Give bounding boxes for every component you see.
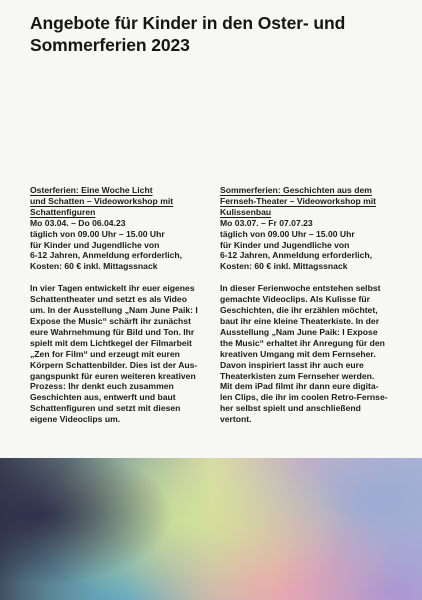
detail-line: Kosten: 60 € inkl. Mittagssnack [30,261,158,272]
body-line: kreativen Umgang mit dem Fernseher. [220,348,376,359]
body-line: Theaterkisten zum Fernseher werden. [220,370,375,381]
decorative-gradient-band [0,458,422,600]
body-line: „Zen for Film“ und erzeugt mit euren [30,348,180,359]
body-line: Mit dem iPad filmt ihr dann eure digita- [220,381,379,392]
heading-line: Osterferien: Eine Woche Licht [30,185,153,195]
body-line: gangspunkt für euren weiteren kreativen [30,370,196,381]
body-line: Geschichten, die ihr erzählen möchtet, [220,305,378,316]
body-line: eigene Videoclips um. [30,414,121,425]
heading-line: und Schatten – Videoworkshop mit [30,195,174,206]
body-line: Schattenfiguren und setzt mit diesen [30,403,181,414]
summer-description [220,283,402,425]
easter-offer [30,185,215,425]
easter-details [30,218,215,273]
detail-line: täglich von 09.00 Uhr – 15.00 Uhr [30,228,165,239]
body-line: her selbst spielt und anschließend [220,403,361,414]
body-line: Davon inspiriert lasst ihr auch eure [220,359,364,370]
heading-line: Schattenfiguren [30,206,96,217]
body-line: Ausstellung „Nam June Paik: I Expose [220,326,378,337]
page-title [30,12,400,56]
detail-line: für Kinder und Jugendliche von [30,239,160,250]
detail-line: für Kinder und Jugendliche von [220,239,350,250]
body-line: the Music“ erhaltet ihr Anregung für den [220,337,385,348]
heading-line: Sommerferien: Geschichten aus dem [220,185,372,195]
detail-line: Mo 03.07. – Fr 07.07.23 [220,217,313,228]
body-line: baut ihr eine kleine Theaterkiste. In der [220,315,380,326]
title-line: Angebote für Kinder in den Oster- und [30,13,346,33]
summer-offer [220,185,402,425]
body-line: um. In der Ausstellung „Nam June Paik: I [30,305,198,316]
detail-line: 6-12 Jahren, Anmeldung erforderlich, [30,250,183,261]
easter-heading [30,185,215,218]
heading-line: Kulissenbau [220,206,272,217]
body-line: Körpern Schattenbilder. Dies ist der Aus- [30,359,198,370]
body-line: spielt mit dem Lichtkegel der Filmarbeit [30,337,192,348]
body-line: Schattentheater und setzt es als Video [30,294,187,305]
heading-line: Fernseh-Theater – Videoworkshop mit [220,195,376,206]
body-line: In vier Tagen entwickelt ihr euer eigenes [30,283,195,294]
detail-line: täglich von 09.00 Uhr – 15.00 Uhr [220,228,355,239]
body-line: vertont. [220,414,252,425]
body-line: len Clips, die ihr im coolen Retro-Fernse- [220,392,388,403]
detail-line: Kosten: 60 € inkl. Mittagssnack [220,261,348,272]
body-line: gemachte Videoclips. Als Kulisse für [220,294,370,305]
summer-details [220,218,402,273]
body-line: In dieser Ferienwoche entstehen selbst [220,283,381,294]
easter-description [30,283,215,425]
body-line: Prozess: Ihr denkt euch zusammen [30,381,174,392]
body-line: eure Wahrnehmung für Bild und Ton. Ihr [30,326,195,337]
detail-line: Mo 03.04. – Do 06.04.23 [30,217,126,228]
body-line: Geschichten aus, entwerft und baut [30,392,176,403]
detail-line: 6-12 Jahren, Anmeldung erforderlich, [220,250,373,261]
summer-heading [220,185,402,218]
title-line: Sommerferien 2023 [30,35,190,55]
body-line: Expose the Music“ schärft ihr zunächst [30,315,191,326]
